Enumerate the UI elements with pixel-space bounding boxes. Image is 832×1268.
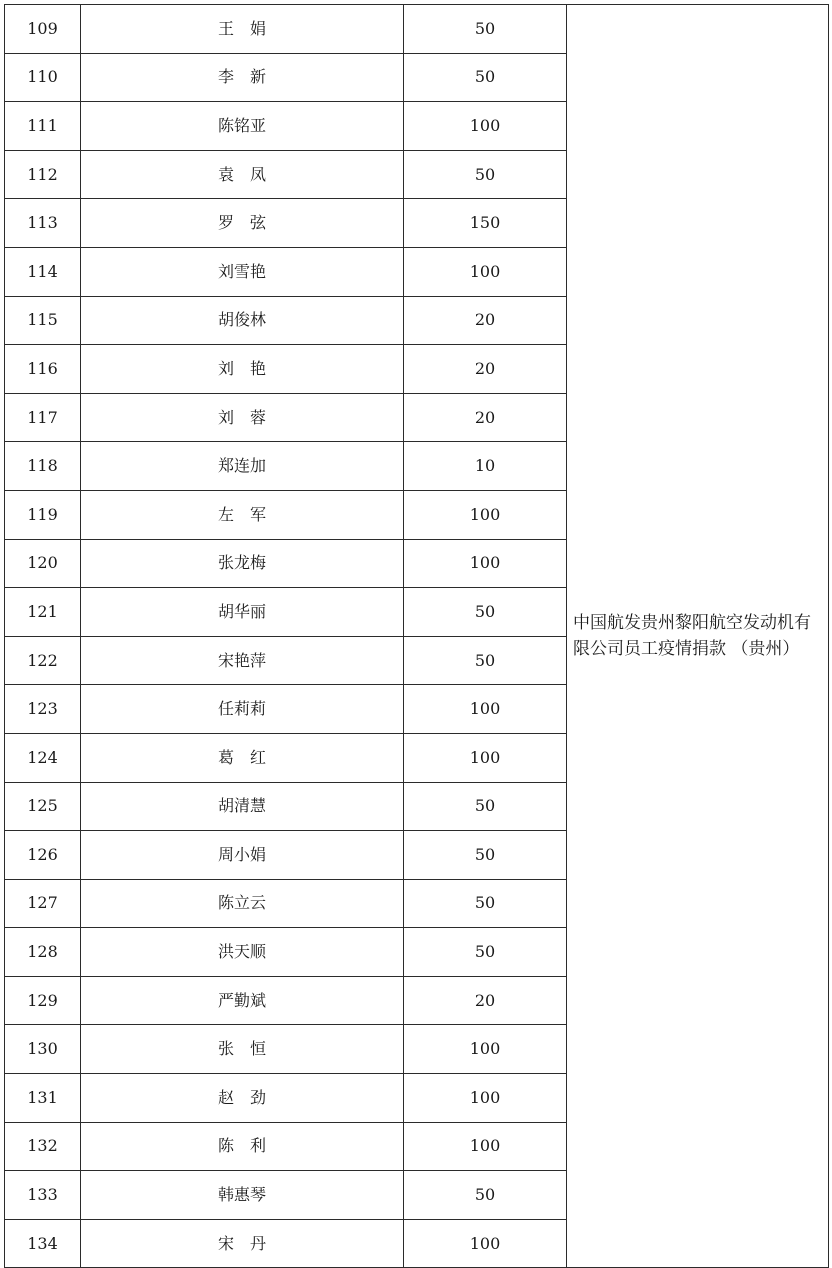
- donation-amount: 150: [404, 199, 567, 248]
- table-row: [5, 5, 829, 54]
- donor-name: 左 军: [81, 490, 404, 539]
- donor-name: 袁 凤: [81, 150, 404, 199]
- donation-amount: 50: [404, 879, 567, 928]
- row-number: 119: [5, 490, 81, 539]
- row-number: 116: [5, 345, 81, 394]
- donor-name: 宋 丹: [81, 1219, 404, 1268]
- row-number: 117: [5, 393, 81, 442]
- donation-amount: 50: [404, 1171, 567, 1220]
- donation-amount: 50: [404, 831, 567, 880]
- donor-name: 赵 劲: [81, 1074, 404, 1123]
- donation-amount: 100: [404, 247, 567, 296]
- row-number: 122: [5, 636, 81, 685]
- donor-name: 胡华丽: [81, 588, 404, 637]
- donor-name: 李 新: [81, 53, 404, 102]
- row-number: 128: [5, 928, 81, 977]
- donor-name: 洪天顺: [81, 928, 404, 977]
- row-number: 131: [5, 1074, 81, 1123]
- donor-name: 罗 弦: [81, 199, 404, 248]
- donor-name: 韩惠琴: [81, 1171, 404, 1220]
- row-number: 111: [5, 102, 81, 151]
- row-number: 115: [5, 296, 81, 345]
- donor-name: 胡清慧: [81, 782, 404, 831]
- donation-amount: 50: [404, 636, 567, 685]
- row-number: 109: [5, 5, 81, 54]
- donor-name: 任莉莉: [81, 685, 404, 734]
- donation-amount: 100: [404, 1025, 567, 1074]
- row-number: 129: [5, 976, 81, 1025]
- donor-name: 张 恒: [81, 1025, 404, 1074]
- table-body: [5, 5, 829, 1268]
- donor-name: 宋艳萍: [81, 636, 404, 685]
- row-number: 114: [5, 247, 81, 296]
- donation-amount: 100: [404, 102, 567, 151]
- row-number: 126: [5, 831, 81, 880]
- donation-amount: 100: [404, 685, 567, 734]
- row-number: 134: [5, 1219, 81, 1268]
- donation-amount: 50: [404, 588, 567, 637]
- donation-amount: 10: [404, 442, 567, 491]
- row-number: 110: [5, 53, 81, 102]
- donation-amount: 50: [404, 928, 567, 977]
- donor-name: 郑连加: [81, 442, 404, 491]
- row-number: 130: [5, 1025, 81, 1074]
- donor-name: 陈铭亚: [81, 102, 404, 151]
- donation-amount: 50: [404, 150, 567, 199]
- donor-name: 陈 利: [81, 1122, 404, 1171]
- donor-name: 陈立云: [81, 879, 404, 928]
- donation-amount: 100: [404, 1074, 567, 1123]
- row-number: 127: [5, 879, 81, 928]
- row-number: 112: [5, 150, 81, 199]
- row-number: 113: [5, 199, 81, 248]
- donor-name: 葛 红: [81, 733, 404, 782]
- donation-amount: 100: [404, 490, 567, 539]
- row-number: 121: [5, 588, 81, 637]
- row-number: 118: [5, 442, 81, 491]
- organization-note: 中国航发贵州黎阳航空发动机有限公司员工疫情捐款 （贵州）: [567, 5, 829, 1268]
- donation-amount: 20: [404, 976, 567, 1025]
- row-number: 132: [5, 1122, 81, 1171]
- donor-name: 严勤斌: [81, 976, 404, 1025]
- donation-amount: 50: [404, 53, 567, 102]
- donor-name: 张龙梅: [81, 539, 404, 588]
- donation-amount: 50: [404, 5, 567, 54]
- row-number: 123: [5, 685, 81, 734]
- row-number: 125: [5, 782, 81, 831]
- donation-table: [4, 4, 829, 1268]
- donation-amount: 20: [404, 393, 567, 442]
- donation-amount: 50: [404, 782, 567, 831]
- donation-amount: 100: [404, 1122, 567, 1171]
- donor-name: 刘 艳: [81, 345, 404, 394]
- donor-name: 刘 蓉: [81, 393, 404, 442]
- donation-amount: 100: [404, 1219, 567, 1268]
- donor-name: 王 娟: [81, 5, 404, 54]
- donation-amount: 20: [404, 296, 567, 345]
- donor-name: 周小娟: [81, 831, 404, 880]
- donor-name: 刘雪艳: [81, 247, 404, 296]
- donor-name: 胡俊林: [81, 296, 404, 345]
- row-number: 133: [5, 1171, 81, 1220]
- donation-amount: 100: [404, 733, 567, 782]
- donation-amount: 100: [404, 539, 567, 588]
- row-number: 120: [5, 539, 81, 588]
- donation-amount: 20: [404, 345, 567, 394]
- row-number: 124: [5, 733, 81, 782]
